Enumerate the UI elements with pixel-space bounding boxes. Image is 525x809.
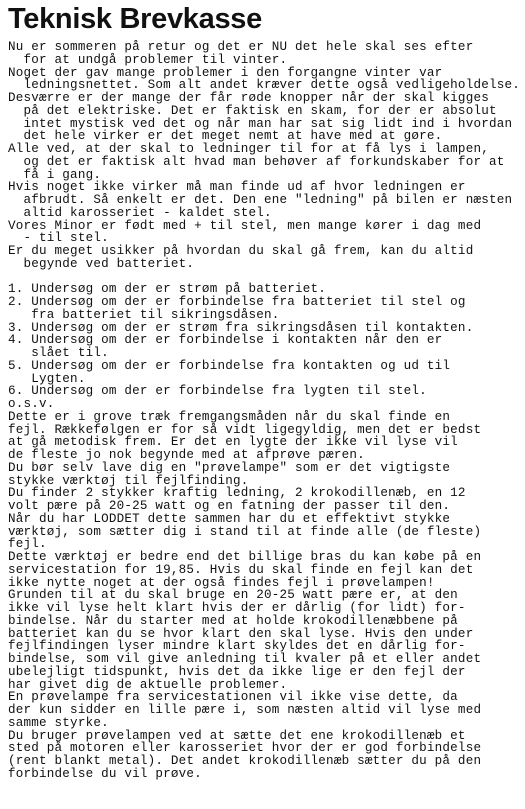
text-line: sted på motoren eller karosseriet hvor der er god forbindelse [8, 741, 482, 756]
text-line: bindelse, som vil give anledning til kvaler på et eller andet [8, 652, 482, 666]
text-line: 4. Undersøg om der er forbindelse i kontakten når den er [8, 333, 443, 348]
text-line: - til stel. [8, 231, 109, 246]
text-line: servicestation for 19,85. Hvis du skal finde en fejl kan det [8, 562, 474, 577]
text-line: En prøvelampe fra servicestationen vil ikke vise dette, da [8, 690, 458, 705]
text-line: de fleste jo nok begynde med at afprøve pæren. [8, 448, 365, 462]
text-line: få i gang. [8, 167, 102, 182]
text-line: for at undgå problemer til vinter. [8, 52, 288, 67]
text-line: ikke nytte noget at der også findes fejl i prøvelampen! [8, 575, 435, 590]
text-line: Noget der gav mange problemer i den forgangne vinter var [8, 65, 443, 80]
text-line: ikke vil lyse helt klart hvis der er dårlig (for lidt) for- [8, 601, 466, 615]
text-line: stykke værktøj til fejlfinding. [8, 473, 249, 488]
text-line: værktøj, som sætter dig i stand til at finde alle (de fleste) [8, 524, 482, 539]
text-line: batteriet kan du se hvor klart den skal lyse. Hvis den under [8, 626, 474, 641]
text-line: har givet dig de aktuelle problemer. [8, 677, 288, 692]
text-line: Nu er sommeren på retur og det er NU det hele skal ses efter [8, 40, 474, 54]
text-line: at gå metodisk frem. Er det en lygte der ikke vil lyse vil [8, 435, 458, 450]
text-line: Dette er i grove træk fremgangsmåden når du skal finde en [8, 409, 451, 424]
text-line: fejl. Rækkefølgen er for så vidt ligegyldig, men det er bedst [8, 422, 482, 437]
text-line: på det elektriske. Det er faktisk en skam, for der er absolut [8, 103, 497, 118]
text-line: fra batteriet til sikringsdåsen. [8, 307, 280, 322]
text-line: Når du har LODDET dette sammen har du et effektivt stykke [8, 511, 451, 526]
text-line: Er du meget usikker på hvordan du skal gå frem, kan du altid [8, 244, 474, 258]
text-line: Dette værktøj er bedre end det billige bras du kan købe på en [8, 550, 482, 564]
text-line: begynde ved batteriet. [8, 256, 195, 271]
text-line: Du bør selv lave dig en "prøvelampe" som er det vigtigste [8, 460, 451, 475]
text-line: Desværre er der mange der får røde knopper når der skal kigges [8, 91, 489, 105]
text-line: intet mystisk ved det og når man har sat sig lidt ind i hvordan [8, 116, 513, 131]
text-line: ubelejligt tidspunkt, hvis det da ikke lige er den fejl der [8, 664, 466, 679]
text-line: der kun sidder en lille pære i, som næsten altid vil lyse med [8, 703, 482, 717]
text-line: Vores Minor er født med + til stel, men mange kører i dag med [8, 218, 482, 233]
text-line: Du bruger prøvelampen ved at sætte det ene krokodillenæb et [8, 728, 466, 743]
text-line: og det er faktisk alt hvad man behøver af forkundskaber for at [8, 154, 505, 169]
text-line: samme styrke. [8, 715, 109, 730]
text-line: volt pære på 20-25 watt og en fatning der passer til den. [8, 499, 451, 513]
text-line: 3. Undersøg om der er strøm fra sikringsdåsen til kontakten. [8, 320, 474, 335]
article-title: Teknisk Brevkasse [8, 3, 262, 35]
text-line: 2. Undersøg om der er forbindelse fra batteriet til stel og [8, 295, 466, 309]
text-line: det hele virker er det meget nemt at have med at gøre. [8, 129, 443, 144]
text-line: ledningsnettet. Som alt andet kræver dette også vedligeholdelse. [8, 78, 520, 93]
text-line: Grunden til at du skal bruge en 20-25 watt pære er, at den [8, 588, 458, 603]
text-line: (rent blankt metal). Det andet krokodillenæb sætter du på den [8, 754, 482, 768]
text-line: forbindelse du vil prøve. [8, 766, 202, 781]
text-line: o.s.v. [8, 397, 55, 411]
text-line: Alle ved, at der skal to ledninger til for at få lys i lampen, [8, 142, 489, 156]
text-line: altid karosseriet - kaldet stel. [8, 205, 272, 220]
text-line: bindelse. Når du starter med at holde krokodillenæbbene på [8, 613, 458, 628]
text-line: Lygten. [8, 371, 86, 386]
text-line: Hvis noget ikke virker må man finde ud af hvor ledningen er [8, 180, 466, 195]
text-line: fejlfindingen lyser mindre klart skyldes det en dårlig for- [8, 639, 466, 654]
text-line: slået til. [8, 346, 109, 360]
text-line: afbrudt. Så enkelt er det. Den ene "ledning" på bilen er næsten [8, 193, 513, 207]
text-line: Du finder 2 stykker kraftig ledning, 2 krokodillenæb, en 12 [8, 486, 466, 501]
text-line: 1. Undersøg om der er strøm på batteriet. [8, 282, 327, 297]
text-line: 6. Undersøg om der er forbindelse fra lygten til stel. [8, 384, 427, 399]
text-line: fejl. [8, 537, 47, 552]
text-line: 5. Undersøg om der er forbindelse fra kontakten og ud til [8, 358, 451, 373]
